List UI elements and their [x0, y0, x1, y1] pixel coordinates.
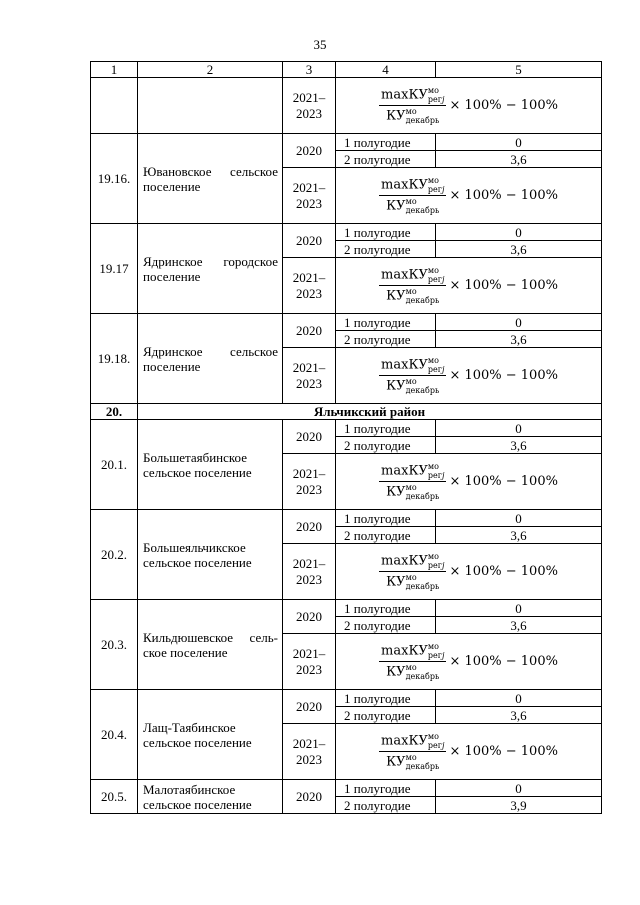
table-row: [91, 690, 602, 707]
district-number: 20.: [91, 404, 138, 420]
year-cell: 2020: [283, 690, 336, 724]
year-cell: 2020: [283, 600, 336, 634]
half-year-value: 0: [436, 690, 602, 707]
growth-formula: [336, 266, 601, 305]
table-row: [91, 314, 602, 331]
half-year-value: 0: [436, 510, 602, 527]
formula-tail: × 100% − 100%: [449, 278, 558, 293]
period-cell: [283, 78, 336, 134]
period-cell: [283, 634, 336, 690]
period-text: 2021– 2023: [292, 555, 326, 587]
half-year-label: 2 полугодие: [336, 331, 436, 348]
half-year-label: 1 полугодие: [336, 420, 436, 437]
period-text: 2021– 2023: [292, 735, 326, 767]
formula-tail: × 100% − 100%: [449, 98, 558, 113]
district-name: Яльчикский район: [138, 404, 602, 420]
column-header: 3: [283, 62, 336, 78]
half-year-value: 0: [436, 314, 602, 331]
half-year-value: 0: [436, 224, 602, 241]
growth-formula: [336, 176, 601, 215]
table-row: [91, 510, 602, 527]
year-cell: 2020: [283, 224, 336, 258]
half-year-label: 2 полугодие: [336, 527, 436, 544]
formula-cell: [336, 348, 602, 404]
formula-denominator: КУ мо декабрь: [386, 377, 440, 395]
year-cell: 2020: [283, 780, 336, 814]
table-row: [91, 78, 602, 134]
formula-denominator: КУ мо декабрь: [386, 573, 440, 591]
formula-cell: [336, 634, 602, 690]
row-number: 20.5.: [91, 780, 138, 814]
growth-formula: [336, 462, 601, 501]
formula-numerator: maxКУ мо регj: [381, 176, 445, 194]
half-year-label: 1 полугодие: [336, 224, 436, 241]
half-year-value: 3,6: [436, 331, 602, 348]
page-number: 35: [313, 37, 327, 52]
period-cell: [283, 168, 336, 224]
column-header: 5: [436, 62, 602, 78]
formula-tail: × 100% − 100%: [449, 474, 558, 489]
formula-cell: [336, 78, 602, 134]
period-text: 2021– 2023: [292, 269, 326, 301]
formula-cell: [336, 544, 602, 600]
period-text: 2021– 2023: [292, 645, 326, 677]
formula-tail: × 100% − 100%: [449, 188, 558, 203]
formula-denominator: КУ мо декабрь: [386, 197, 440, 215]
half-year-value: 0: [436, 420, 602, 437]
column-header: 4: [336, 62, 436, 78]
formula-fraction: [379, 462, 446, 501]
formula-tail: × 100% − 100%: [449, 744, 558, 759]
growth-formula: [336, 642, 601, 681]
formula-fraction: [379, 266, 446, 305]
period-cell: [283, 454, 336, 510]
period-text: 2021– 2023: [292, 89, 326, 121]
settlement-name: Большеяльчикское сельское поселение: [138, 510, 283, 600]
formula-numerator: maxКУ мо регj: [381, 462, 445, 480]
half-year-label: 1 полугодие: [336, 600, 436, 617]
table-row: [91, 420, 602, 437]
formula-cell: [336, 454, 602, 510]
half-year-value: 3,6: [436, 241, 602, 258]
half-year-value: 0: [436, 600, 602, 617]
half-year-label: 1 полугодие: [336, 690, 436, 707]
formula-tail: × 100% − 100%: [449, 564, 558, 579]
row-number: 20.1.: [91, 420, 138, 510]
empty-cell: [138, 78, 283, 134]
formula-cell: [336, 724, 602, 780]
half-year-value: 3,6: [436, 151, 602, 168]
period-cell: [283, 258, 336, 314]
table-row: [91, 224, 602, 241]
half-year-label: 2 полугодие: [336, 241, 436, 258]
period-cell: [283, 348, 336, 404]
formula-numerator: maxКУ мо регj: [381, 266, 445, 284]
table-row: [91, 600, 602, 617]
growth-formula: [336, 356, 601, 395]
tariff-table: [90, 61, 602, 814]
column-header: 2: [138, 62, 283, 78]
formula-numerator: maxКУ мо регj: [381, 732, 445, 750]
row-number: 19.16.: [91, 134, 138, 224]
settlement-name: Кильдюшевское сель-ское поселение: [138, 600, 283, 690]
formula-denominator: КУ мо декабрь: [386, 753, 440, 771]
half-year-value: 0: [436, 780, 602, 797]
formula-cell: [336, 258, 602, 314]
half-year-label: 1 полугодие: [336, 510, 436, 527]
half-year-label: 1 полугодие: [336, 134, 436, 151]
formula-numerator: maxКУ мо регj: [381, 552, 445, 570]
year-cell: 2020: [283, 510, 336, 544]
half-year-value: 0: [436, 134, 602, 151]
half-year-value: 3,6: [436, 617, 602, 634]
formula-denominator: КУ мо декабрь: [386, 663, 440, 681]
year-cell: 2020: [283, 420, 336, 454]
table-row: [91, 134, 602, 151]
row-number: 19.18.: [91, 314, 138, 404]
empty-cell: [91, 78, 138, 134]
formula-fraction: [379, 642, 446, 681]
row-number: 20.4.: [91, 690, 138, 780]
settlement-name: Ядринское городское поселение: [138, 224, 283, 314]
half-year-value: 3,6: [436, 527, 602, 544]
half-year-value: 3,6: [436, 437, 602, 454]
half-year-label: 2 полугодие: [336, 707, 436, 724]
formula-denominator: КУ мо декабрь: [386, 287, 440, 305]
half-year-value: 3,9: [436, 797, 602, 814]
growth-formula: [336, 552, 601, 591]
formula-fraction: [379, 356, 446, 395]
formula-cell: [336, 168, 602, 224]
period-text: 2021– 2023: [292, 465, 326, 497]
column-header: 1: [91, 62, 138, 78]
settlement-name: Малотаябинское сельское поселение: [138, 780, 283, 814]
row-number: 20.2.: [91, 510, 138, 600]
formula-denominator: КУ мо декабрь: [386, 483, 440, 501]
year-cell: 2020: [283, 134, 336, 168]
formula-denominator: КУ мо декабрь: [386, 107, 440, 125]
formula-numerator: maxКУ мо регj: [381, 642, 445, 660]
formula-fraction: [379, 176, 446, 215]
growth-formula: [336, 86, 601, 125]
half-year-label: 1 полугодие: [336, 314, 436, 331]
period-cell: [283, 544, 336, 600]
formula-numerator: maxКУ мо регj: [381, 86, 445, 104]
settlement-name: Ядринское сельское поселение: [138, 314, 283, 404]
half-year-label: 2 полугодие: [336, 151, 436, 168]
row-number: 20.3.: [91, 600, 138, 690]
half-year-value: 3,6: [436, 707, 602, 724]
half-year-label: 2 полугодие: [336, 617, 436, 634]
settlement-name: Ювановское сельское поселение: [138, 134, 283, 224]
formula-fraction: [379, 86, 446, 125]
period-text: 2021– 2023: [292, 179, 326, 211]
half-year-label: 2 полугодие: [336, 797, 436, 814]
formula-tail: × 100% − 100%: [449, 368, 558, 383]
formula-numerator: maxКУ мо регj: [381, 356, 445, 374]
settlement-name: Большетаябинское сельское поселение: [138, 420, 283, 510]
district-row: [91, 404, 602, 420]
period-cell: [283, 724, 336, 780]
half-year-label: 2 полугодие: [336, 437, 436, 454]
half-year-label: 1 полугодие: [336, 780, 436, 797]
year-cell: 2020: [283, 314, 336, 348]
formula-fraction: [379, 552, 446, 591]
period-text: 2021– 2023: [292, 359, 326, 391]
settlement-name: Лащ-Таябинское сельское поселение: [138, 690, 283, 780]
table-header-row: [91, 62, 602, 78]
growth-formula: [336, 732, 601, 771]
formula-tail: × 100% − 100%: [449, 654, 558, 669]
row-number: 19.17: [91, 224, 138, 314]
table-row: [91, 780, 602, 797]
formula-fraction: [379, 732, 446, 771]
